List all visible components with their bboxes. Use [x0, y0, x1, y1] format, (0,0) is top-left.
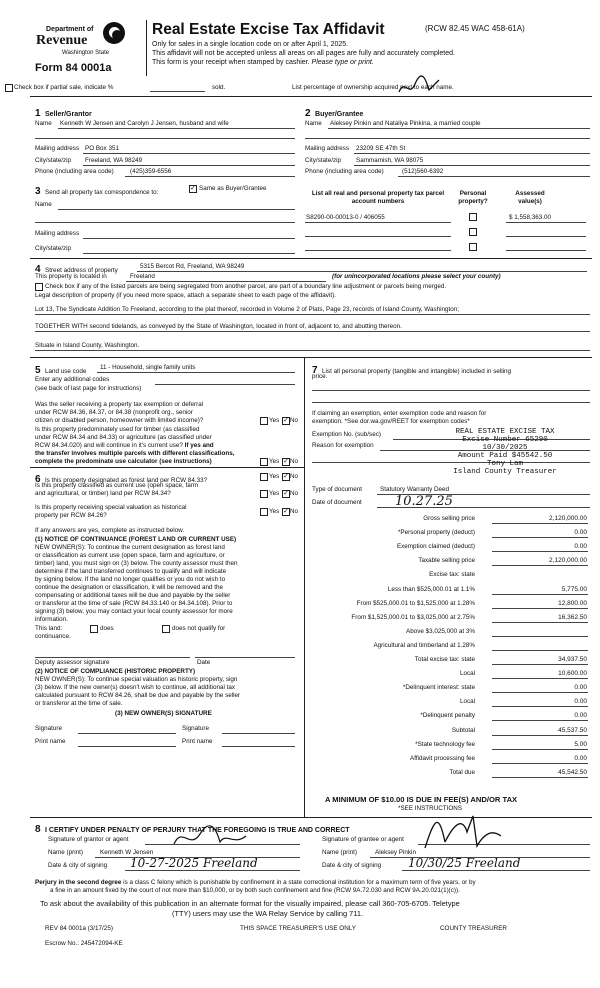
- doc-date-label: Date of document: [312, 499, 362, 506]
- personal-property-checkbox-1[interactable]: [469, 213, 477, 221]
- doc-type-label: Type of document: [312, 486, 363, 493]
- calc-underline: [492, 594, 588, 595]
- calc-underline: [492, 622, 588, 623]
- underline: [125, 176, 295, 177]
- underline: [58, 128, 295, 129]
- calc-underline: [492, 608, 588, 609]
- calc-label: Excise tax: state: [429, 571, 475, 579]
- land-use-code[interactable]: 11 - Household, single family units: [100, 364, 196, 371]
- notice1-line: information.: [35, 616, 68, 623]
- ownership-note: List percentage of ownership acquired next to each name.: [292, 84, 454, 91]
- buyer-city-field[interactable]: Sammamish, WA 98075: [356, 157, 424, 164]
- yes-label: Yes: [269, 458, 280, 465]
- no-label: No: [290, 417, 299, 424]
- divider: [30, 357, 592, 358]
- divider: [30, 96, 592, 97]
- additional-codes-field[interactable]: [155, 384, 295, 385]
- this-land-label: This land:: [35, 625, 63, 632]
- located-label: This property is located in: [35, 273, 107, 280]
- calc-label: From $1,525,000.01 to $3,025,000 at 2.75%: [351, 613, 475, 621]
- q6-2-line2: and agricultural, or timber) land per RCW 84.34?: [35, 490, 171, 497]
- grantor-date-field[interactable]: 10-27-2025 Freeland: [130, 856, 258, 870]
- grantor-name-label: Name (print): [48, 849, 83, 856]
- partial-sale-sold: sold.: [212, 84, 226, 91]
- divider: [30, 467, 304, 468]
- stamp-line: 10/30/2025: [482, 444, 528, 452]
- calc-underline: [492, 720, 588, 721]
- q2-line3: RCW 84.34.020) and will continue in it's current use? If yes and: [35, 442, 214, 449]
- underline: [506, 222, 586, 223]
- underline: [305, 236, 451, 237]
- underline: [83, 238, 295, 239]
- current-use-no-checkbox[interactable]: ✓: [283, 490, 289, 497]
- if-any-yes: If any answers are yes, complete as instructed below.: [35, 527, 185, 534]
- no-label: No: [290, 508, 299, 515]
- calc-label: *Personal property (deduct): [397, 529, 475, 537]
- calc-underline: [492, 749, 588, 750]
- calc-value[interactable]: 0.00: [574, 543, 587, 551]
- section3-heading: 3 Send all property tax correspondence to:: [35, 186, 159, 197]
- calc-underline: [492, 650, 588, 651]
- calc-label: *Delinquent penalty: [420, 712, 475, 720]
- section7-heading: 7 List all personal property (tangible and intangible) included in selling: [312, 365, 512, 376]
- underline: [83, 253, 295, 254]
- underline: [83, 153, 295, 154]
- notice2-heading: (2) NOTICE OF COMPLIANCE (HISTORIC PROPERTY): [35, 668, 196, 675]
- buyer-phone-field[interactable]: (512)560-6392: [402, 168, 444, 175]
- section5-heading: 5 Land use code: [35, 365, 87, 376]
- section3-mailing-label: Mailing address: [35, 230, 80, 237]
- calc-value[interactable]: 0.00: [574, 712, 587, 720]
- exempt-note2: exemption. *See dor.wa.gov/REET for exemption codes*: [312, 418, 470, 425]
- seller-phone-field[interactable]: (425)359-6556: [130, 168, 172, 175]
- q2-line5: complete the predominate use calculator (see instructions): [35, 458, 212, 465]
- q6-2-line1: Is this property classified as current use (open space, farm: [35, 482, 199, 489]
- doc-type-field[interactable]: Statutory Warranty Deed: [380, 486, 450, 493]
- calc-underline: [492, 692, 588, 693]
- header-line2: This affidavit will not be accepted unless all areas on all pages are fully and accurately completed.: [152, 50, 455, 57]
- header-divider: [146, 20, 147, 76]
- owner-print-field-1[interactable]: [78, 746, 176, 747]
- additional-codes-label: Enter any additional codes: [35, 376, 110, 383]
- calc-label: Affidavit processing fee: [410, 754, 475, 762]
- doc-date-field[interactable]: 10.27.25: [395, 494, 453, 509]
- seller-city-field[interactable]: Freeland, WA 98249: [85, 157, 143, 164]
- notice2-line: NEW OWNER(S): To continue special valuation as historic property, sign: [35, 676, 238, 683]
- section4-heading: 4 Street address of property: [35, 264, 118, 275]
- underline: [305, 138, 590, 139]
- no-label: No: [290, 458, 299, 465]
- yes-label: Yes: [269, 508, 280, 515]
- calc-label: Total excise tax: state: [414, 656, 475, 663]
- seller-city-label: City/state/zip: [35, 157, 72, 164]
- calc-label: Above $3,025,000 at 3%: [406, 627, 475, 635]
- calc-underline: [492, 537, 588, 538]
- calc-value[interactable]: 5,775.00: [561, 585, 587, 593]
- underline: [137, 271, 587, 272]
- grantee-name-field[interactable]: Aleksey Pinkin: [375, 849, 416, 856]
- grantee-date-label: Date & city of signing: [322, 862, 382, 869]
- underline: [35, 350, 590, 351]
- notice1-heading: (1) NOTICE OF CONTINUANCE (FOREST LAND OR CURRENT USE): [35, 536, 237, 543]
- notice1-line: compensating or additional taxes will be due and payable by the seller: [35, 592, 231, 599]
- segregated-checkbox[interactable]: [35, 283, 43, 291]
- q1-line3: citizen or disabled person, homeowner with limited income)?: [35, 417, 204, 424]
- street-address[interactable]: 5315 Bercot Rd, Freeland, WA 98249: [140, 263, 245, 270]
- calc-label: Agricultural and timberland at 1.28%: [373, 641, 475, 649]
- column-divider: [304, 357, 305, 817]
- calc-label: Local: [459, 670, 475, 678]
- calc-underline: [492, 523, 588, 524]
- unincorporated-note: (for unincorporated locations please select your county): [332, 273, 501, 280]
- notice1-line: timber) land, you must sign on (3) below. The county assessor must then: [35, 560, 238, 567]
- buyer-mailing-label: Mailing address: [305, 145, 350, 152]
- notice3-heading: (3) NEW OWNER(S) SIGNATURE: [115, 710, 212, 717]
- calc-value[interactable]: 2,120,000.00: [549, 515, 587, 522]
- calc-label: Subtotal: [451, 726, 475, 734]
- located-field[interactable]: Freeland: [130, 273, 155, 280]
- see-instructions: *SEE INSTRUCTIONS: [398, 805, 463, 812]
- stamp-line: Tony Lam: [486, 460, 523, 468]
- buyer-name-field[interactable]: Aleksey Pinkin and Nataliya Pinkina, a married couple: [330, 120, 481, 127]
- stamp-line: Excise Number 65290: [462, 436, 548, 444]
- divider: [30, 817, 592, 818]
- partial-sale-checkbox[interactable]: [5, 84, 13, 92]
- does-not-label: does not qualify for: [172, 625, 226, 632]
- buyer-phone-label: Phone (including area code): [305, 168, 384, 175]
- seller-phone-label: Phone (including area code): [35, 168, 114, 175]
- exempt-note1: If claiming an exemption, enter exemption code and reason for: [312, 410, 487, 417]
- calc-label: Less than $525,000.01 at 1.1%: [387, 585, 475, 593]
- notice2-line: (3) below. If the new owner(s) doesn't wish to continue, all additional tax: [35, 684, 236, 691]
- personal-property-checkbox-3[interactable]: [469, 243, 477, 251]
- section3-city-label: City/state/zip: [35, 245, 72, 252]
- deputy-label: Deputy assessor signature: [35, 659, 110, 666]
- notice1-line: signing (3) below, you may contact your local county assessor for more: [35, 608, 233, 615]
- calc-underline: [492, 551, 588, 552]
- calc-underline: [492, 678, 588, 679]
- partial-sale-percent-field[interactable]: [150, 91, 205, 92]
- personal-property-checkbox-2[interactable]: [469, 228, 477, 236]
- calc-value[interactable]: 5.00: [574, 740, 587, 748]
- additional-codes-note: (see back of last page for instructions): [35, 385, 142, 392]
- calc-value[interactable]: 10,600.00: [558, 670, 587, 678]
- underline: [506, 250, 586, 251]
- escrow-number: Escrow No.: 245472094-KE: [45, 940, 123, 947]
- grantor-signature-icon: [170, 824, 250, 850]
- q1-no-checkbox[interactable]: ✓: [283, 417, 289, 424]
- seller-mailing-label: Mailing address: [35, 145, 80, 152]
- seller-name-label: Name: [35, 120, 52, 127]
- underline: [35, 314, 590, 315]
- calc-value[interactable]: 0.00: [574, 754, 587, 762]
- notice1-line: NEW OWNER(S): To continue the current designation as forest land: [35, 544, 225, 551]
- calc-underline: [492, 636, 588, 637]
- q6-3-line2: property per RCW 84.26?: [35, 512, 107, 519]
- section3-name-label: Name: [35, 201, 52, 208]
- does-not-checkbox[interactable]: [162, 625, 170, 633]
- calc-value[interactable]: 16,362.50: [558, 613, 587, 621]
- historic-no-checkbox[interactable]: ✓: [283, 508, 289, 515]
- calc-value[interactable]: 34,937.50: [558, 656, 587, 663]
- calc-underline: [492, 777, 588, 778]
- no-label: No: [290, 490, 299, 497]
- underline: [35, 331, 590, 332]
- notice1-line: or classification as current use (open space, farm and agriculture, or: [35, 552, 225, 559]
- grantee-name-label: Name (print): [322, 849, 357, 856]
- grantor-name-field[interactable]: Kenneth W Jensen: [100, 849, 154, 856]
- underline: [35, 222, 295, 223]
- q2-line2: under RCW 84.34 and 84.33) or agriculture (as classified under: [35, 434, 212, 441]
- q2-line4: the transfer involves multiple parcels with different classifications,: [35, 450, 235, 457]
- grantor-date-label: Date & city of signing: [48, 862, 108, 869]
- calc-label: Total due: [449, 768, 475, 776]
- calc-value[interactable]: 12,800.00: [558, 599, 587, 607]
- seller-heading: 1 Seller/Grantor: [35, 108, 92, 119]
- calc-label: Exemption claimed (deduct): [396, 543, 475, 551]
- header-line3: This form is your receipt when stamped by cashier. Please type or print.: [152, 59, 374, 66]
- county-treasurer: COUNTY TREASURER: [440, 925, 507, 932]
- forest-yes-checkbox[interactable]: [260, 473, 268, 481]
- calc-label: Gross selling price: [423, 515, 475, 522]
- form-revision: REV 84 0001a (3/17/25): [45, 925, 113, 932]
- underline: [125, 870, 300, 871]
- legal-description-line1: Lot 13, The Syndicate Addition To Freeland, according to the plat thereof, recorded in Volume 2 of Plats, Page 23, records of Island County, Washington;: [35, 306, 460, 313]
- forest-no-checkbox[interactable]: ✓: [283, 473, 289, 480]
- same-as-buyer-label: Same as Buyer/Grantee: [199, 185, 267, 192]
- calc-value[interactable]: 0.00: [574, 698, 587, 706]
- calc-label: *Delinquent interest: state: [402, 684, 475, 692]
- segregated-label: Check box if any of the listed parcels are being segregated from another parcel, are part of a boundary line adjustment or parcels being merged.: [45, 283, 447, 290]
- calc-underline: [492, 565, 588, 566]
- excise-stamp: [425, 428, 585, 476]
- seller-mailing-field[interactable]: PO Box 351: [85, 145, 119, 152]
- personal-property-field-1[interactable]: [312, 390, 590, 391]
- underline: [354, 165, 590, 166]
- owner-print-label-1: Print name: [35, 738, 66, 745]
- yes-label: Yes: [269, 417, 280, 424]
- calc-underline: [492, 735, 588, 736]
- does-label: does: [100, 625, 114, 632]
- section7-line2: price.: [312, 373, 328, 380]
- grantee-date-field[interactable]: 10/30/25 Freeland: [408, 856, 521, 870]
- no-label: No: [290, 473, 299, 480]
- owner-signature-field-2[interactable]: [222, 733, 295, 734]
- calc-label: Local: [459, 698, 475, 706]
- notice1-line: determine if the land transferred continues to qualify and will indicate: [35, 568, 227, 575]
- legal-description-label: Legal description of property (if you need more space, attach a separate sheet to each page of the affidavit).: [35, 292, 336, 299]
- deputy-signature-field[interactable]: [35, 657, 190, 658]
- q6-3-line1: Is this property receiving special valuation as historical: [35, 504, 187, 511]
- owner-print-field-2[interactable]: [222, 746, 295, 747]
- grantee-signature-icon: [415, 812, 505, 852]
- dept-logo-text: Revenue: [36, 33, 88, 48]
- partial-sale-label: Check box if partial sale, indicate %: [14, 84, 114, 91]
- calc-value[interactable]: 0.00: [574, 529, 587, 537]
- alt-format-line2: (TTY) users may use the WA Relay Service by calling 711.: [172, 909, 363, 918]
- owner-print-label-2: Print name: [182, 738, 213, 745]
- underline: [97, 372, 295, 373]
- current-use-yes-checkbox[interactable]: [260, 490, 268, 498]
- underline: [305, 222, 451, 223]
- calc-underline: [492, 706, 588, 707]
- header-line1: Only for sales in a single location code on or after April 1, 2025.: [152, 41, 349, 48]
- notice1-line: by signing below. If the land no longer qualifies or you do not wish to: [35, 576, 226, 583]
- rcw-reference: (RCW 82.45 WAC 458-61A): [425, 24, 525, 33]
- calc-underline: [492, 763, 588, 764]
- underline: [35, 138, 295, 139]
- treasurer-space: THIS SPACE TREASURER'S USE ONLY: [240, 925, 356, 932]
- underline: [305, 250, 451, 251]
- underline: [354, 153, 590, 154]
- perjury-line2: a fine in an amount fixed by the court of not more than $10,000, or by both such confinement and fine (RCW 9A.72.030 and RCW 9A.20.021(1)(c)).: [50, 887, 460, 894]
- same-as-buyer-checkbox[interactable]: ✓: [190, 185, 196, 192]
- continuance-label: continuance.: [35, 633, 71, 640]
- q2-yes-checkbox[interactable]: [260, 458, 268, 466]
- q1-yes-checkbox[interactable]: [260, 417, 268, 425]
- underline: [398, 176, 590, 177]
- calc-underline: [492, 664, 588, 665]
- owner-signature-label-1: Signature: [35, 725, 62, 732]
- notice2-line: or transferor at the time of sale.: [35, 700, 123, 707]
- minimum-due: A MINIMUM OF $10.00 IS DUE IN FEE(S) AND/OR TAX: [325, 795, 518, 804]
- seller-name-field[interactable]: Kenneth W Jensen and Carolyn J Jensen, husband and wife: [60, 120, 229, 127]
- section8-heading: 8 I CERTIFY UNDER PENALTY OF PERJURY THAT THE FOREGOING IS TRUE AND CORRECT: [35, 824, 350, 835]
- historic-yes-checkbox[interactable]: [260, 508, 268, 516]
- underline: [506, 236, 586, 237]
- notice1-line: continue the designation or classification, it will be removed and the: [35, 584, 223, 591]
- parcel-column-header: List all real and personal property tax parcel account numbers: [311, 190, 445, 205]
- underline: [83, 165, 295, 166]
- buyer-city-label: City/state/zip: [305, 157, 342, 164]
- buyer-mailing-field[interactable]: 23209 SE 47th St: [356, 145, 406, 152]
- legal-description-line3: Situate in Island County, Washington.: [35, 342, 140, 349]
- notice2-line: calculated pursuant to RCW 84.26, shall be due and payable by the seller: [35, 692, 241, 699]
- underline: [402, 870, 590, 871]
- yes-label: Yes: [269, 473, 280, 480]
- stamp-line: Amount Paid $45542.50: [457, 452, 553, 460]
- calc-label: *State technology fee: [415, 740, 475, 748]
- owner-signature-label-2: Signature: [182, 725, 209, 732]
- q1-line2: under RCW 84.36, 84.37, or 84.38 (nonprofit org., senior: [35, 409, 193, 416]
- stamp-line: REAL ESTATE EXCISE TAX: [455, 428, 555, 436]
- dor-logo-icon: [103, 22, 125, 44]
- calc-label: Taxable selling price: [418, 557, 475, 565]
- section6-heading: 6 Is this property designated as forest land per RCW 84.33?: [35, 474, 208, 485]
- stamp-line: Island County Treasurer: [453, 468, 557, 476]
- underline: [328, 128, 590, 129]
- calc-value[interactable]: 0.00: [574, 684, 587, 692]
- calc-value[interactable]: 45,542.50: [558, 768, 587, 776]
- form-number: Form 84 0001a: [35, 62, 112, 74]
- personal-column-header: Personal property?: [458, 190, 488, 205]
- parcel-number[interactable]: S8290-00-00013-0 / 406055: [306, 214, 385, 221]
- underline: [377, 507, 590, 508]
- underline: [58, 209, 295, 210]
- exemption-no-label: Exemption No. (sub/sec): [312, 431, 381, 438]
- form-title: Real Estate Excise Tax Affidavit: [152, 21, 385, 38]
- yes-label: Yes: [269, 490, 280, 497]
- dept-line3: Washington State: [62, 50, 110, 56]
- calc-value[interactable]: 2,120,000.00: [549, 557, 587, 565]
- assessed-column-header: Assessed value(s): [515, 190, 545, 205]
- deputy-date-label: Date: [197, 659, 211, 666]
- grantor-signature-label: Signature of grantor or agent: [48, 836, 129, 843]
- personal-property-field-2[interactable]: [312, 402, 590, 403]
- buyer-heading: 2 Buyer/Grantee: [305, 108, 364, 119]
- calc-value[interactable]: 45,537.50: [558, 726, 587, 734]
- reason-label: Reason for exemption: [312, 442, 374, 449]
- buyer-name-label: Name: [305, 120, 322, 127]
- underline: [126, 281, 326, 282]
- calc-label: From $525,000.01 to $1,525,000 at 1.28%: [356, 599, 475, 607]
- does-checkbox[interactable]: [90, 625, 98, 633]
- q1-line1: Was the seller receiving a property tax exemption or deferral: [35, 401, 204, 408]
- q2-line1: Is this property predominately used for timber (as classified: [35, 426, 200, 433]
- notice1-line: or transferor at the time of sale (RCW 84.33.140 or 84.34.108). Prior to: [35, 600, 233, 607]
- q2-no-checkbox[interactable]: ✓: [283, 458, 289, 465]
- perjury-line1: Perjury in the second degree is a class C felony which is punishable by confinement in a state correctional institution for a maximum term of five years, or by: [35, 879, 476, 886]
- assessed-value[interactable]: $ 1,558,363.00: [509, 214, 552, 221]
- grantee-signature-label: Signature of grantee or agent: [322, 836, 404, 843]
- deputy-date-field[interactable]: [195, 657, 295, 658]
- legal-description-line2: TOGETHER WITH second tidelands, as conveyed by the State of Washington, located in front of, adjacent to, and abutting thereon.: [35, 323, 402, 330]
- dept-line1: Department of: [46, 26, 94, 33]
- owner-signature-field-1[interactable]: [78, 733, 176, 734]
- alt-format-line1: To ask about the availability of this publication in an alternate format for the visually impaired, please call 360-705-6705. Teletype: [40, 899, 460, 908]
